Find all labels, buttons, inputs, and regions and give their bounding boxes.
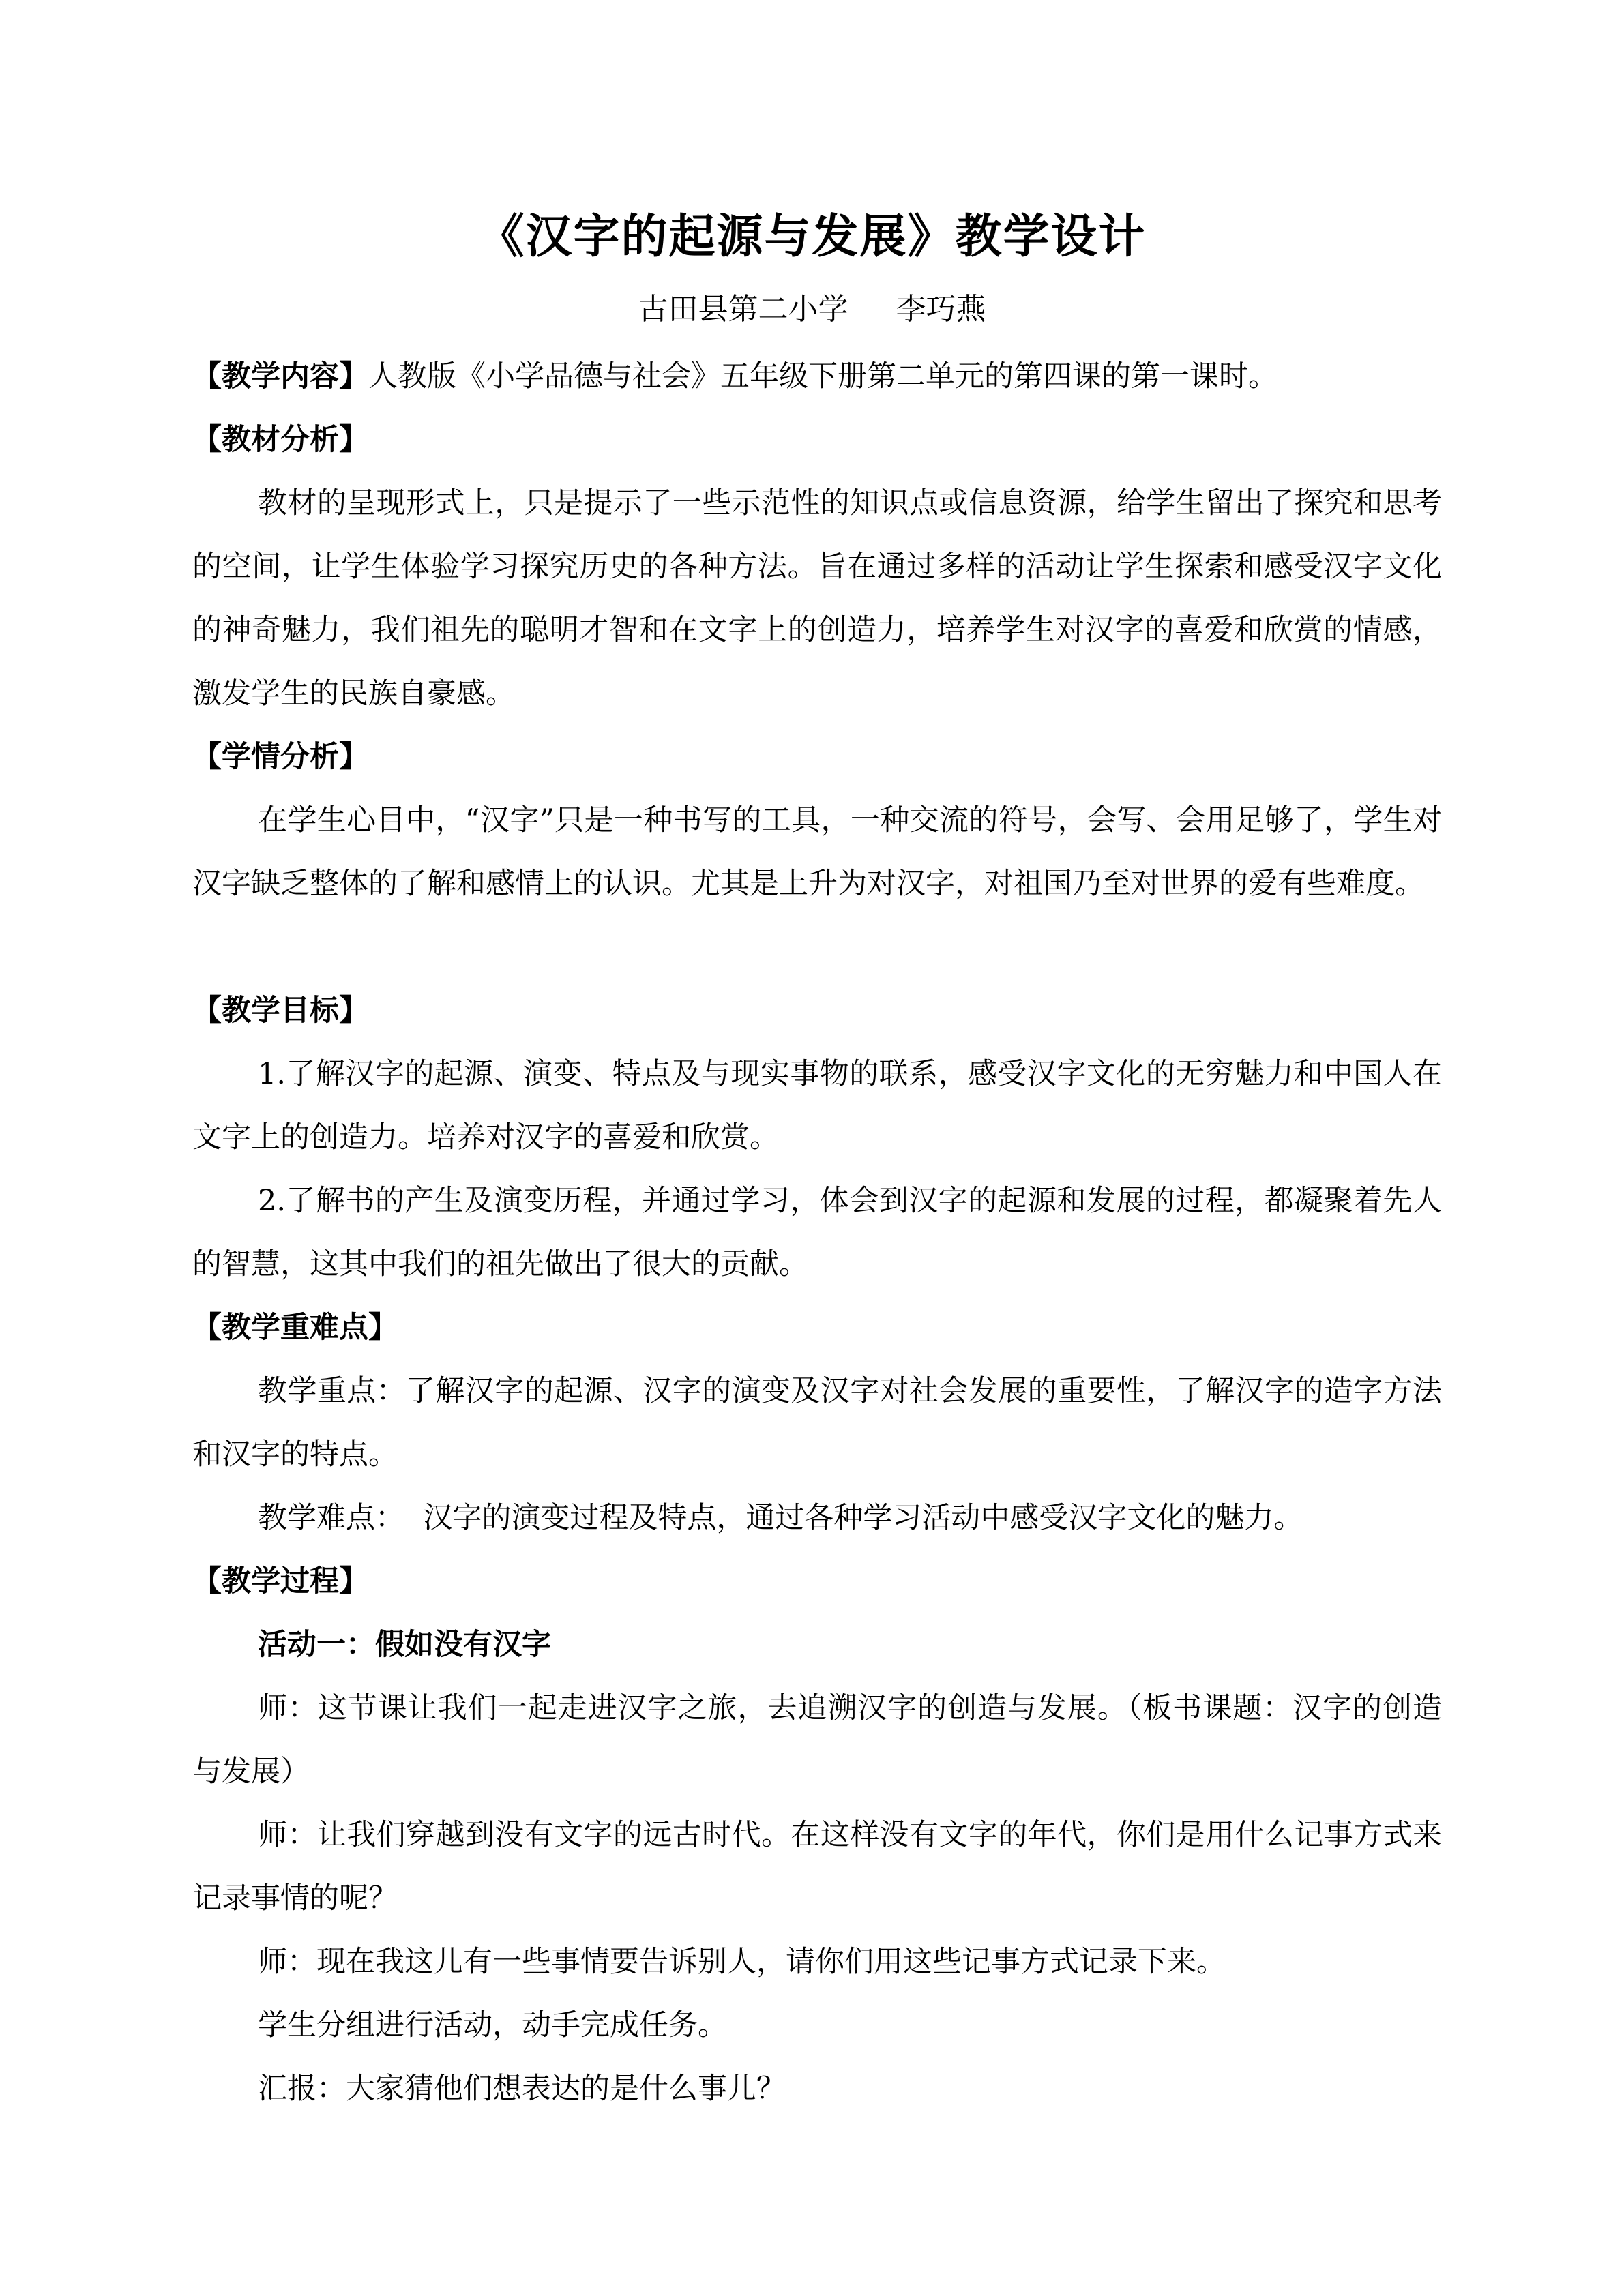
process-paragraph-1: 师：这节课让我们一起走进汉字之旅，去追溯汉字的创造与发展。（板书课题：汉字的创造与发展） — [192, 1691, 1442, 1789]
key-point-difficulty: 教学难点： 汉字的演变过程及特点，通过各种学习活动中感受汉字文化的魅力。 — [258, 1501, 1303, 1535]
teaching-content-label: 【教学内容】 — [192, 359, 368, 393]
teaching-process-heading: 【教学过程】 — [192, 1564, 368, 1598]
material-analysis-text: 教材的呈现形式上，只是提示了一些示范性的知识点或信息资源，给学生留出了探究和思考的空间，让学生体验学习探究历史的各种方法。旨在通过多样的活动让学生探索和感受汉字文化的神奇魅力，我们祖先的聪明才智和在文字上的创造力，培养学生对汉字的喜爱和欣赏的情感，激发学生的民族自豪感。 — [192, 486, 1442, 711]
student-analysis-text: 在学生心目中，“汉字”只是一种书写的工具，一种交流的符号，会写、会用足够了，学生对汉字缺乏整体的了解和感情上的认识。尤其是上升为对汉字，对祖国乃至对世界的爱有些难度。 — [192, 803, 1442, 901]
author-name: 李巧燕 — [896, 292, 986, 327]
process-paragraph-5: 汇报：大家猜他们想表达的是什么事儿？ — [258, 2072, 786, 2106]
key-point-focus: 教学重点：了解汉字的起源、汉字的演变及汉字对社会发展的重要性，了解汉字的造字方法和汉字的特点。 — [192, 1374, 1442, 1472]
teaching-content-line — [192, 345, 1442, 408]
student-analysis-heading: 【学情分析】 — [192, 740, 368, 774]
process-paragraph-3: 师：现在我这儿有一些事情要告诉别人，请你们用这些记事方式记录下来。 — [258, 1945, 1226, 1979]
author-school: 古田县第二小学 — [638, 292, 848, 327]
teaching-goals-heading: 【教学目标】 — [192, 994, 368, 1028]
document-body — [192, 345, 1442, 2121]
process-paragraph-2: 师：让我们穿越到没有文字的远古时代。在这样没有文字的年代，你们是用什么记事方式来记录事情的呢？ — [192, 1818, 1442, 1915]
teaching-goal-1: 1.了解汉字的起源、演变、特点及与现实事物的联系，感受汉字文化的无穷魅力和中国人在文字上的创造力。培养对汉字的喜爱和欣赏。 — [192, 1057, 1442, 1154]
document-title: 《汉字的起源与发展》教学设计 — [477, 210, 1147, 264]
teaching-goal-2: 2.了解书的产生及演变历程，并通过学习，体会到汉字的起源和发展的过程，都凝聚着先人的智慧，这其中我们的祖先做出了很大的贡献。 — [192, 1184, 1442, 1281]
teaching-content-text: 人教版《小学品德与社会》五年级下册第二单元的第四课的第一课时。 — [368, 359, 1278, 393]
key-points-heading: 【教学重难点】 — [192, 1311, 398, 1345]
author-line — [0, 288, 1624, 331]
material-analysis-heading: 【教材分析】 — [192, 423, 368, 457]
activity-one-heading: 活动一：假如没有汉字 — [258, 1628, 551, 1662]
process-paragraph-4: 学生分组进行活动，动手完成任务。 — [258, 2008, 727, 2042]
